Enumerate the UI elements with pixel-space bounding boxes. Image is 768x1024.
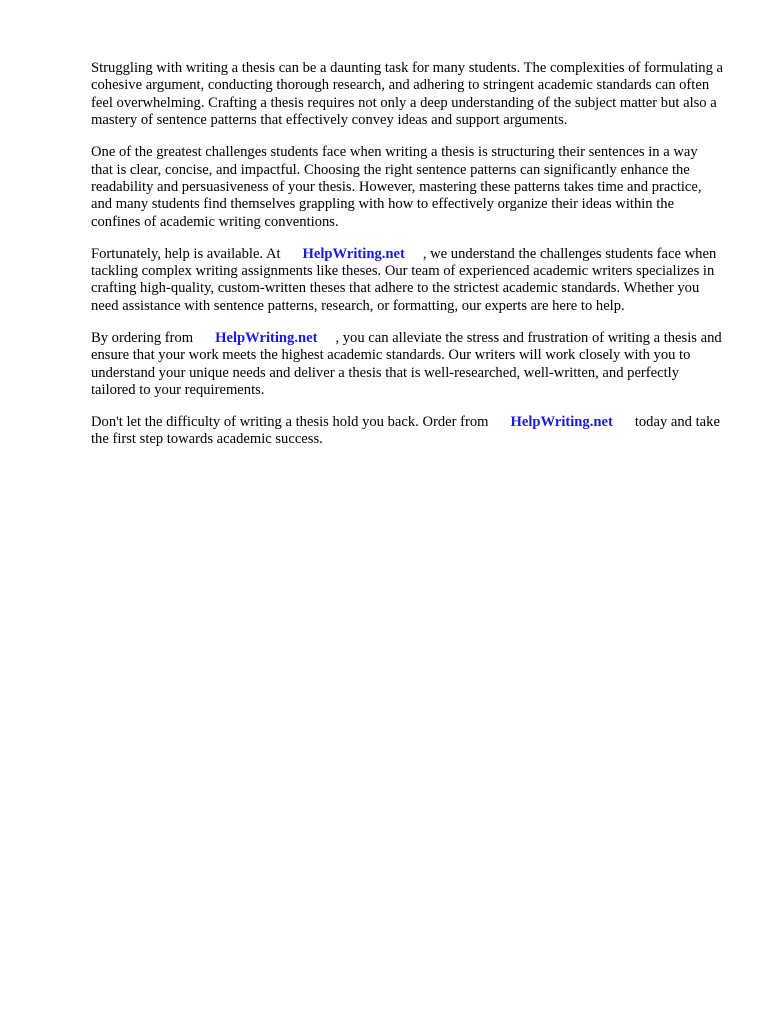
paragraph-challenges: One of the greatest challenges students face when writing a thesis is structuring their sentences in a way that is clear, concise, and impactful. Choosing the right sentence patterns can significantly enhance the readability and persuasiveness of your thesis. However, mastering these patterns takes time and practice, and many students find themselves grappling with how to effectively organize their ideas within the confines of academic writing conventions. [91, 144, 702, 230]
paragraph-call-to-action-lead: Don't let the difficulty of writing a thesis hold you back. Order from [91, 413, 489, 430]
helpwriting-link[interactable]: HelpWriting.net [510, 413, 613, 430]
paragraph-call-to-action [91, 414, 723, 449]
paragraph-ordering-lead: By ordering from [91, 329, 194, 346]
helpwriting-link[interactable]: HelpWriting.net [215, 329, 318, 346]
paragraph-help-available-lead: Fortunately, help is available. At [91, 245, 281, 262]
document-page [91, 60, 723, 463]
paragraph-ordering [91, 330, 723, 400]
paragraph-call-to-action-rest: today and take the first step towards academic success. [91, 413, 720, 448]
paragraph-ordering-rest: , you can alleviate the stress and frustration of writing a thesis and ensure that your work meets the highest academic standards. Our writers will work closely with you to understand your unique needs and deliver a thesis that is well-researched, well-written, and perfectly tailored to your requirements. [91, 329, 722, 398]
helpwriting-link[interactable]: HelpWriting.net [302, 245, 405, 262]
paragraph-intro: Struggling with writing a thesis can be a daunting task for many students. The complexities of formulating a cohesive argument, conducting thorough research, and adhering to stringent academic standards can often feel overwhelming. Crafting a thesis requires not only a deep understanding of the subject matter but also a mastery of sentence patterns that effectively convey ideas and support arguments. [91, 60, 724, 129]
paragraph-help-available-rest: , we understand the challenges students face when tackling complex writing assignments like theses. Our team of experienced academic writers specializes in crafting high-quality, custom-written theses that adhere to the strictest academic standards. Whether you need assistance with sentence patterns, research, or formatting, our experts are here to help. [91, 245, 717, 314]
paragraph-help-available [91, 246, 723, 316]
